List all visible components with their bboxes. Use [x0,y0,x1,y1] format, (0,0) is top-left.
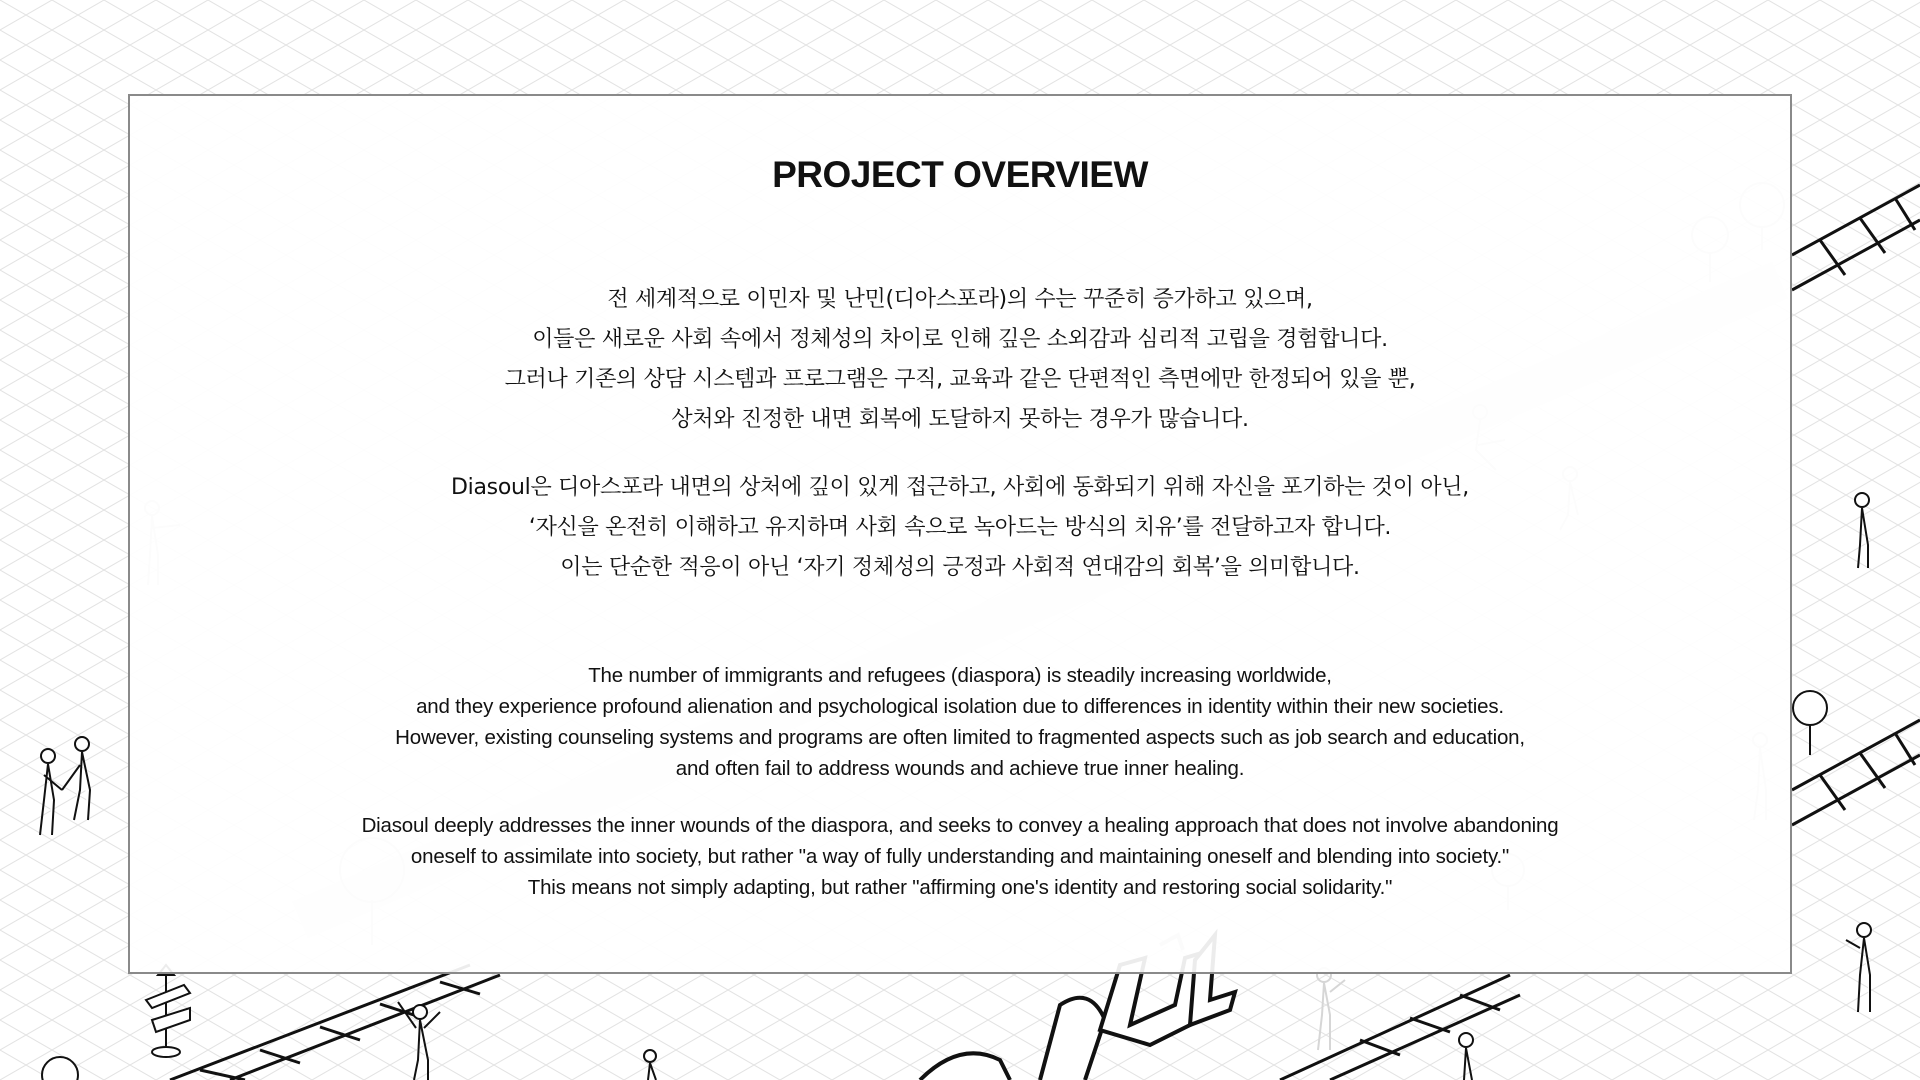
korean-line: 이는 단순한 적응이 아닌 ‘자기 정체성의 긍정과 사회적 연대감의 회복’을 의미합니다. [560,555,1360,580]
korean-paragraph-1 [130,280,1790,440]
english-line: However, existing counseling systems and programs are often limited to fragmented aspects such as job search and education, [395,726,1525,749]
korean-line: 이들은 새로운 사회 속에서 정체성의 차이로 인해 깊은 소외감과 심리적 고립을 경험합니다. [532,327,1388,352]
english-line: and they experience profound alienation and psychological isolation due to differences in identity within their new societies. [416,695,1504,718]
english-paragraph-1 [130,660,1790,784]
korean-line: 전 세계적으로 이민자 및 난민(디아스포라)의 수는 꾸준히 증가하고 있으며, [607,287,1313,312]
english-line: The number of immigrants and refugees (diaspora) is steadily increasing worldwide, [588,664,1332,687]
korean-line: ‘자신을 온전히 이해하고 유지하며 사회 속으로 녹아드는 방식의 치유’를 전달하고자 합니다. [528,515,1392,540]
english-line: and often fail to address wounds and achieve true inner healing. [675,757,1245,780]
overview-panel [128,94,1792,974]
korean-paragraph-2 [130,468,1790,588]
english-line: This means not simply adapting, but rather "affirming one's identity and restoring social solidarity." [527,876,1393,899]
korean-line: 그러나 기존의 상담 시스템과 프로그램은 구직, 교육과 같은 단편적인 측면에만 한정되어 있을 뿐, [504,367,1416,392]
english-line: oneself to assimilate into society, but rather "a way of fully understanding and maintaining oneself and blending into society." [410,845,1510,868]
english-line: Diasoul deeply addresses the inner wounds of the diaspora, and seeks to convey a healing approach that does not involve abandoning [361,814,1559,837]
page-title: PROJECT OVERVIEW [772,154,1148,195]
korean-line: Diasoul은 디아스포라 내면의 상처에 깊이 있게 접근하고, 사회에 동화되기 위해 자신을 포기하는 것이 아닌, [451,475,1469,500]
english-paragraph-2 [130,810,1790,903]
korean-line: 상처와 진정한 내면 회복에 도달하지 못하는 경우가 많습니다. [671,407,1249,432]
